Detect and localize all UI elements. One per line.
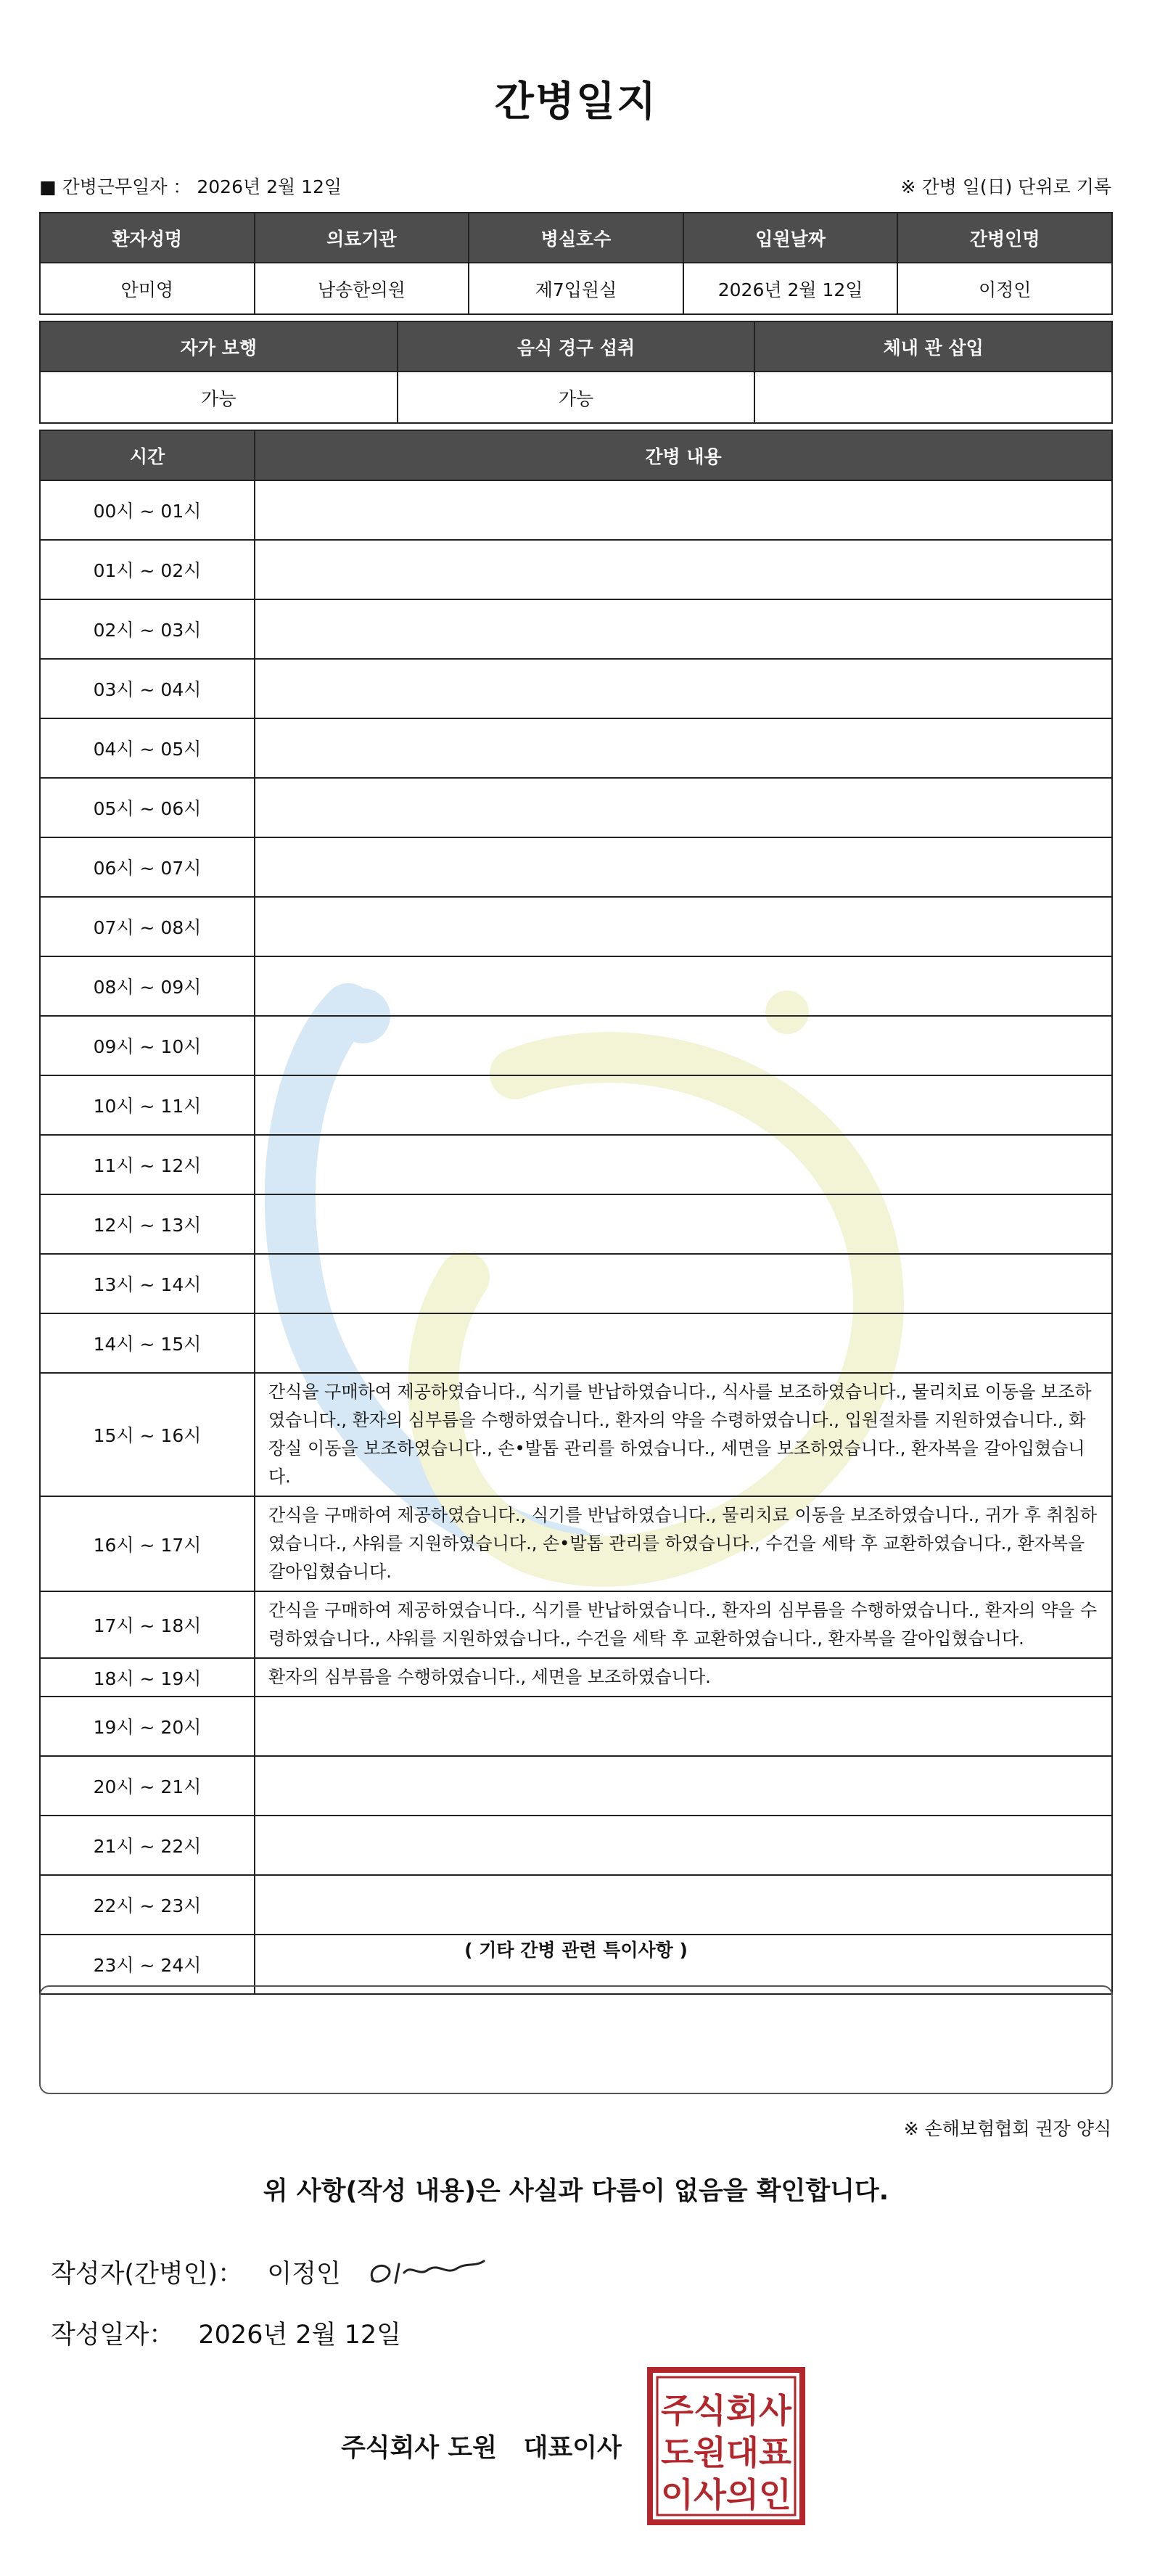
log-content (255, 1313, 1112, 1373)
log-time: 18시 ~ 19시 (40, 1658, 255, 1697)
write-date-line (51, 2315, 401, 2351)
log-time: 13시 ~ 14시 (40, 1254, 255, 1313)
log-time: 23시 ~ 24시 (40, 1935, 255, 1994)
writer-name: 이정인 (267, 2260, 341, 2289)
recommend-note: ※ 손해보험협회 권장 양식 (903, 2118, 1111, 2139)
log-content (255, 1875, 1112, 1935)
document-title: 간병일지 (494, 78, 658, 126)
header-caregiver: 간병인명 (897, 213, 1112, 263)
log-row (40, 1373, 1112, 1496)
header-oral-intake: 음식 경구 섭취 (398, 321, 755, 372)
log-time: 09시 ~ 10시 (40, 1016, 255, 1075)
writer-label: 작성자(간병인)： (51, 2260, 244, 2289)
patient-info-table (39, 212, 1113, 315)
header-patient-name: 환자성명 (40, 213, 255, 263)
log-row (40, 480, 1112, 540)
log-row (40, 778, 1112, 837)
log-row (40, 1135, 1112, 1194)
header-care-content: 간병 내용 (255, 430, 1112, 480)
log-row (40, 1254, 1112, 1313)
header-time: 시간 (40, 430, 255, 480)
log-row (40, 1875, 1112, 1935)
patient-status-table (39, 321, 1113, 424)
log-time: 21시 ~ 22시 (40, 1816, 255, 1875)
walking-value: 가능 (40, 372, 398, 423)
log-content: 환자의 심부름을 수행하였습니다., 세면을 보조하였습니다. (255, 1658, 1112, 1697)
log-time: 19시 ~ 20시 (40, 1697, 255, 1756)
log-row (40, 1658, 1112, 1697)
log-row (40, 1756, 1112, 1816)
log-row (40, 1313, 1112, 1373)
log-row (40, 540, 1112, 599)
seal-text-line: 주식회사 (661, 2391, 792, 2430)
log-content (255, 1194, 1112, 1254)
etc-title: ( 기타 간병 관련 특이사항 ) (464, 1940, 688, 1961)
write-date-value: 2026년 2월 12일 (198, 2321, 401, 2350)
log-row (40, 956, 1112, 1016)
log-content (255, 1075, 1112, 1135)
log-time: 12시 ~ 13시 (40, 1194, 255, 1254)
room: 제7입원실 (469, 263, 683, 314)
log-content (255, 480, 1112, 540)
seal-text-line: 도원대표 (661, 2433, 792, 2472)
header-admission-date: 입원날짜 (683, 213, 898, 263)
log-time: 16시 ~ 17시 (40, 1496, 255, 1591)
log-row (40, 1697, 1112, 1756)
log-time: 01시 ~ 02시 (40, 540, 255, 599)
log-row (40, 1591, 1112, 1658)
log-time: 14시 ~ 15시 (40, 1313, 255, 1373)
caregiver-name: 이정인 (897, 263, 1112, 314)
confirm-statement: 위 사항(작성 내용)은 사실과 다름이 없음을 확인합니다. (263, 2177, 889, 2206)
log-content (255, 1816, 1112, 1875)
admission-date: 2026년 2월 12일 (683, 263, 898, 314)
seal-text-line: 이사의인 (661, 2475, 791, 2514)
log-row (40, 1194, 1112, 1254)
write-date-label: 작성일자： (51, 2321, 175, 2350)
log-content (255, 540, 1112, 599)
log-row (40, 718, 1112, 778)
log-content (255, 1135, 1112, 1194)
log-content: 간식을 구매하여 제공하였습니다., 식기를 반납하였습니다., 환자의 심부름을 수행하였습니다., 환자의 약을 수령하였습니다., 샤워를 지원하였습니다., 수건을 세탁 후 교환하였습니다., 환자복을 갈아입혔습니다. (255, 1591, 1112, 1658)
log-time: 06시 ~ 07시 (40, 837, 255, 897)
log-time: 07시 ~ 08시 (40, 897, 255, 956)
log-content (255, 718, 1112, 778)
writer-line (51, 2254, 341, 2290)
log-row (40, 1075, 1112, 1135)
unit-note: ※ 간병 일(日) 단위로 기록 (900, 176, 1111, 197)
header-room: 병실호수 (469, 213, 683, 263)
log-content (255, 897, 1112, 956)
log-content (255, 1016, 1112, 1075)
log-time: 03시 ~ 04시 (40, 659, 255, 718)
header-tube: 체내 관 삽입 (754, 321, 1112, 372)
log-row (40, 599, 1112, 659)
header-walking: 자가 보행 (40, 321, 398, 372)
log-time: 20시 ~ 21시 (40, 1756, 255, 1816)
log-row (40, 1816, 1112, 1875)
log-content (255, 1756, 1112, 1816)
log-time: 10시 ~ 11시 (40, 1075, 255, 1135)
company-name: 주식회사 도원 대표이사 (341, 2434, 622, 2463)
header-institution: 의료기관 (255, 213, 469, 263)
log-row (40, 1016, 1112, 1075)
log-content: 간식을 구매하여 제공하였습니다., 식기를 반납하였습니다., 식사를 보조하였습니다., 물리치료 이동을 보조하였습니다., 환자의 심부름을 수행하였습니다., 환자의 약을 수령하였습니다., 입원절차를 지원하였습니다., 화장실 이동을 보조하였습니다., 손•발톱 관리를 하였습니다., 세면을 보조하였습니다., 환자복을 갈아입혔습니다. (255, 1373, 1112, 1496)
log-time: 04시 ~ 05시 (40, 718, 255, 778)
log-content: 간식을 구매하여 제공하였습니다., 식기를 반납하였습니다., 물리치료 이동을 보조하였습니다., 귀가 후 취침하였습니다., 샤워를 지원하였습니다., 손•발톱 관리를 하였습니다., 수건을 세탁 후 교환하였습니다., 환자복을 갈아입혔습니다. (255, 1496, 1112, 1591)
log-time: 15시 ~ 16시 (40, 1373, 255, 1496)
institution: 남송한의원 (255, 263, 469, 314)
log-content (255, 1254, 1112, 1313)
signature-image (359, 2248, 490, 2292)
log-time: 05시 ~ 06시 (40, 778, 255, 837)
log-row (40, 837, 1112, 897)
care-log-table (39, 430, 1113, 1995)
log-time: 00시 ~ 01시 (40, 480, 255, 540)
log-time: 17시 ~ 18시 (40, 1591, 255, 1658)
oral-intake-value: 가능 (398, 372, 755, 423)
log-content (255, 599, 1112, 659)
log-time: 11시 ~ 12시 (40, 1135, 255, 1194)
log-time: 08시 ~ 09시 (40, 956, 255, 1016)
tube-value (754, 372, 1112, 423)
log-row (40, 1496, 1112, 1591)
patient-name: 안미영 (40, 263, 255, 314)
log-row (40, 659, 1112, 718)
log-time: 02시 ~ 03시 (40, 599, 255, 659)
log-content (255, 659, 1112, 718)
log-content (255, 956, 1112, 1016)
log-time: 22시 ~ 23시 (40, 1875, 255, 1935)
etc-notes-box (39, 1985, 1113, 2094)
log-content (255, 1697, 1112, 1756)
company-seal (646, 2366, 807, 2527)
log-content (255, 778, 1112, 837)
work-date: ■ 간병근무일자 ： 2026년 2월 12일 (39, 176, 342, 197)
log-row (40, 897, 1112, 956)
log-content (255, 837, 1112, 897)
